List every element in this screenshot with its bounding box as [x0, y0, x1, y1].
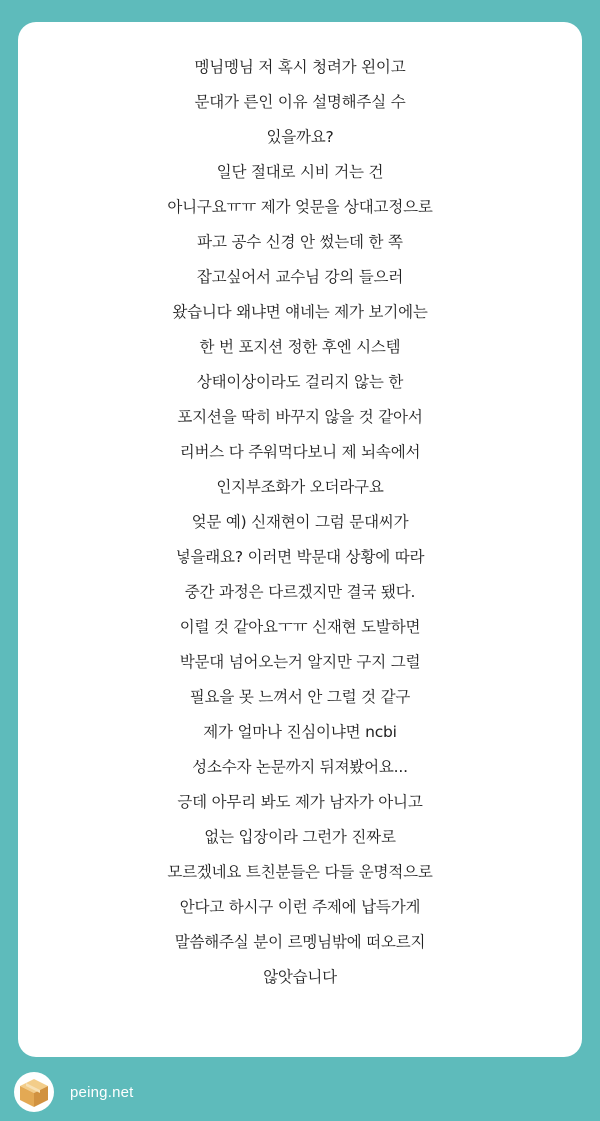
question-line: 엊문 예) 신재현이 그럼 문대씨가	[191, 513, 409, 531]
question-line: 긍데 아무리 봐도 제가 남자가 아니고	[177, 793, 423, 811]
question-line: 성소수자 논문까지 뒤져봤어요...	[192, 758, 408, 776]
question-line: 말씀해주실 분이 르멩님밖에 떠오르지	[174, 933, 426, 951]
question-line: 잡고싶어서 교수님 강의 들으러	[196, 268, 404, 286]
question-line: 한 번 포지션 정한 후엔 시스템	[199, 338, 401, 356]
question-line: 왔습니다 왜냐면 얘네는 제가 보기에는	[172, 303, 428, 321]
question-line: 없는 입장이라 그런가 진짜로	[204, 828, 396, 846]
question-line: 리버스 다 주워먹다보니 제 뇌속에서	[179, 443, 421, 461]
question-line: 아니구요ㅠㅠ 제가 엊문을 상대고정으로	[167, 198, 433, 216]
question-line: 안다고 하시구 이런 주제에 납득가게	[179, 898, 421, 916]
question-line: 필요을 못 느껴서 안 그럴 것 같구	[189, 688, 411, 706]
question-line: 제가 얼마나 진심이냐면 ncbi	[203, 723, 397, 741]
question-line: 박문대 넘어오는거 알지만 구지 그럴	[179, 653, 421, 671]
question-line: 중간 과정은 다르겠지만 결국 됐다.	[184, 583, 416, 601]
question-line: 포지션을 딱히 바꾸지 않을 것 같아서	[177, 408, 423, 426]
question-line: 넣을래요? 이러면 박문대 상황에 따라	[175, 548, 425, 566]
question-line: 인지부조화가 오더라구요	[216, 478, 384, 496]
question-line: 멩님멩님 저 혹시 청려가 왼이고	[194, 58, 406, 76]
footer	[14, 1072, 134, 1112]
question-line: 상태이상이라도 걸리지 않는 한	[196, 373, 404, 391]
question-line: 일단 절대로 시비 거는 건	[216, 163, 384, 181]
question-line: 모르겠네요 트친분들은 다들 운명적으로	[167, 863, 433, 881]
question-line: 않앗습니다	[263, 968, 337, 986]
question-line: 문대가 른인 이유 설명해주실 수	[194, 93, 406, 111]
question-card	[18, 22, 582, 1057]
box-icon[interactable]	[14, 1072, 54, 1112]
question-line: 있을까요?	[266, 128, 334, 146]
question-line: 파고 공수 신경 안 썼는데 한 쪽	[197, 233, 403, 251]
question-line: 이럴 것 같아요ㅜㅠ 신재현 도발하면	[179, 618, 421, 636]
brand-name[interactable]: peing.net	[70, 1083, 134, 1101]
question-text	[18, 50, 582, 995]
